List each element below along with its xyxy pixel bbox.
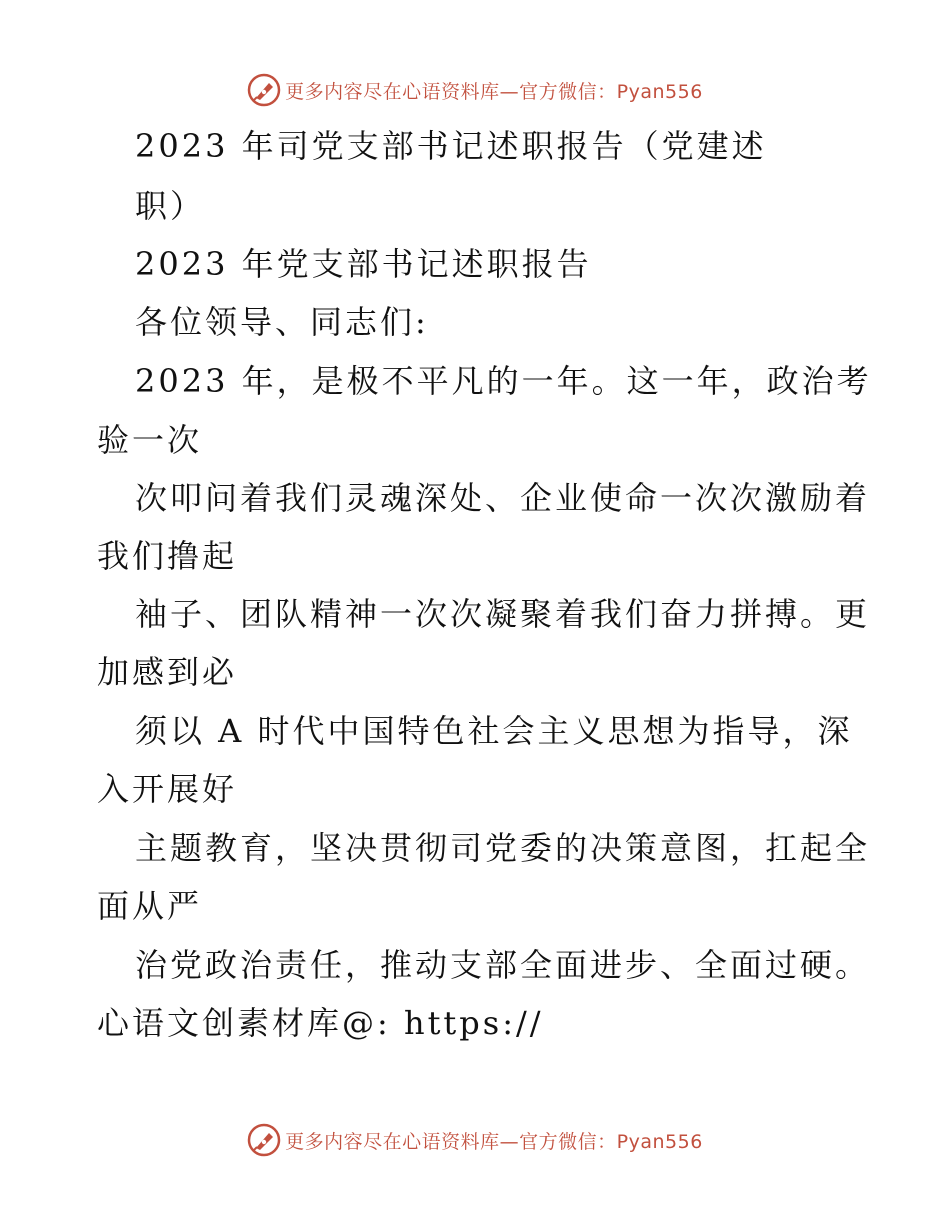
- document-line: 须以 A 时代中国特色社会主义思想为指导，深: [135, 712, 853, 750]
- document-line: 验一次: [97, 421, 203, 459]
- document-line: 面从严: [97, 887, 203, 925]
- document-line: 主题教育，坚决贯彻司党委的决策意图，扛起全: [135, 829, 871, 867]
- document-line: 袖子、团队精神一次次凝聚着我们奋力拼搏。更: [135, 595, 871, 633]
- document-line: 入开展好: [97, 770, 238, 808]
- document-line: 2023 年司党支部书记述职报告（党建述: [135, 127, 767, 165]
- document-line: 各位领导、同志们:: [135, 303, 429, 341]
- document-line: 职）: [135, 187, 206, 225]
- document-line: 2023 年，是极不平凡的一年。这一年，政治考: [135, 362, 872, 400]
- pen-nib-logo-icon: [247, 1123, 281, 1157]
- document-line: 次叩问着我们灵魂深处、企业使命一次次激励着: [135, 479, 871, 517]
- document-line: 2023 年党支部书记述职报告: [135, 245, 592, 283]
- watermark-banner-bottom: [0, 1120, 950, 1160]
- document-line: 治党政治责任，推动支部全面进步、全面过硬。: [135, 946, 871, 984]
- watermark-banner-top: [0, 70, 950, 110]
- document-line: 心语文创素材库@: https://: [97, 1004, 544, 1042]
- document-line: 我们撸起: [97, 537, 238, 575]
- watermark-text: 更多内容尽在心语资料库—官方微信：Pyan556: [285, 80, 703, 103]
- watermark-text: 更多内容尽在心语资料库—官方微信：Pyan556: [285, 1130, 703, 1153]
- pen-nib-logo-icon: [247, 73, 281, 107]
- document-line: 加感到必: [97, 653, 238, 691]
